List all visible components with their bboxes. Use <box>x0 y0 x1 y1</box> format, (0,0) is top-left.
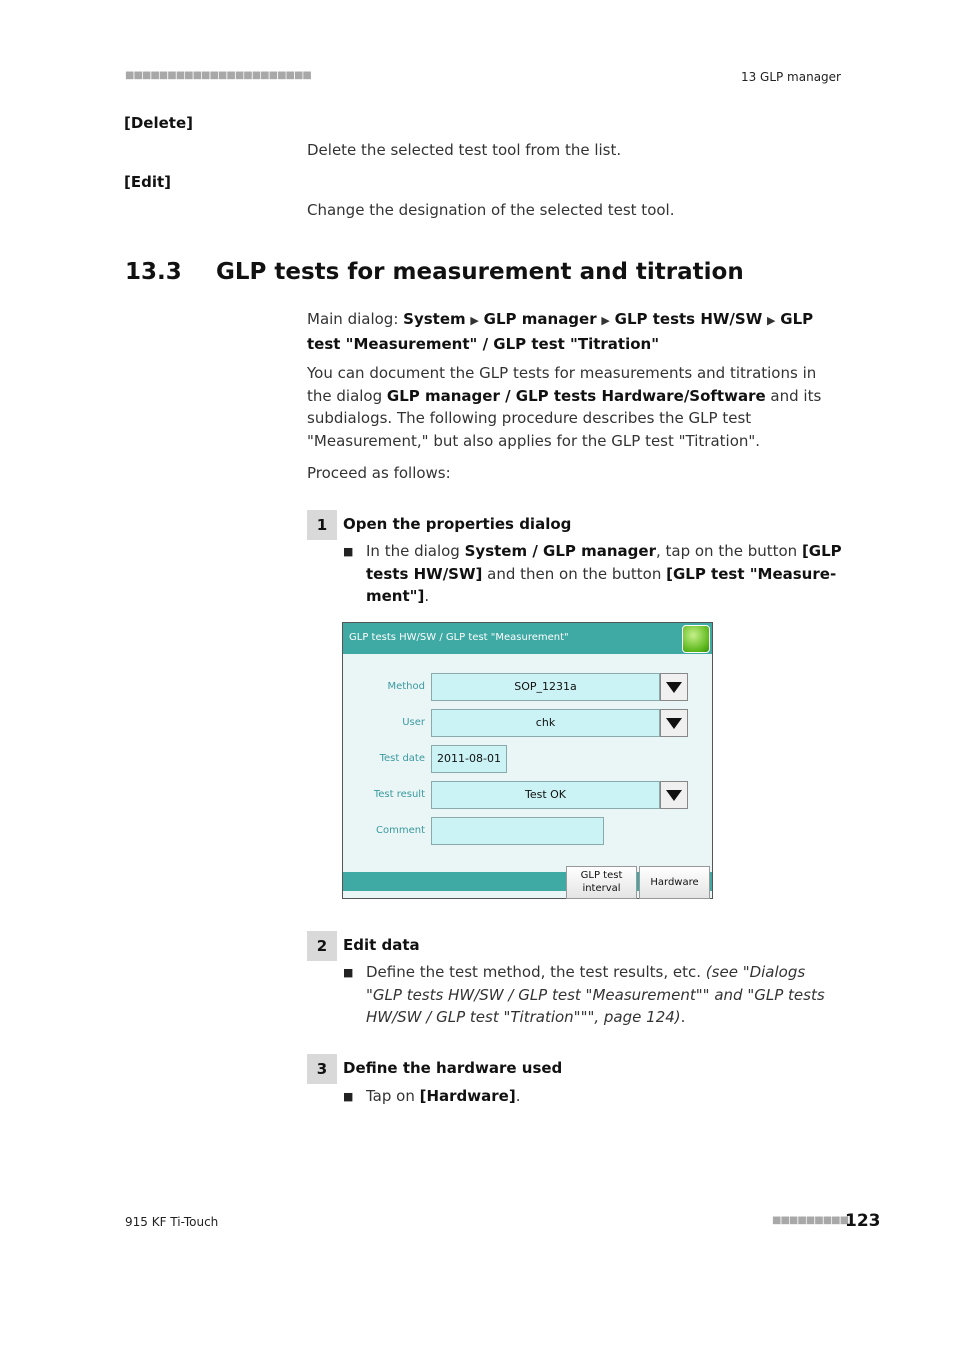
path-glp-tests: GLP tests HW/SW <box>614 310 763 328</box>
method-dropdown-icon[interactable] <box>660 673 688 701</box>
step-text-1 <box>366 540 842 608</box>
step-number-3: 3 <box>307 1054 337 1084</box>
step1-text-f: [GLP test "Measurement"] <box>366 564 837 605</box>
path-glp: GLP <box>780 310 814 328</box>
hardware-button[interactable]: Hardware <box>639 866 710 899</box>
proceed-paragraph: Proceed as follows: <box>307 464 451 482</box>
desc-edit: Change the designation of the selected test tool. <box>307 201 675 219</box>
step-title-1: Open the properties dialog <box>343 515 572 533</box>
main-dialog-path <box>307 308 842 355</box>
page-number: 123 <box>845 1211 881 1231</box>
intro-text-a: You can document the GLP tests for measurements and titrations in the dialog <box>307 364 817 405</box>
user-field[interactable]: chk <box>431 709 660 737</box>
step-text-3 <box>366 1085 842 1108</box>
intro-text-bold: GLP manager / GLP tests Hardware/Software <box>386 386 766 405</box>
step3-text-c: . <box>515 1087 521 1105</box>
path-system: System <box>403 310 466 328</box>
main-dialog-prefix: Main dialog: <box>307 310 404 328</box>
method-label: Method <box>387 681 425 692</box>
user-label: User <box>402 717 425 728</box>
step1-text-e: and then on the button <box>482 564 667 583</box>
step3-text-a: Tap on <box>366 1087 420 1105</box>
path-arrow-icon: ▶ <box>470 314 479 327</box>
step1-text-d: [GLP tests HW/SW] <box>366 542 842 583</box>
term-delete: [Delete] <box>124 114 193 132</box>
step-number-1: 1 <box>307 510 337 540</box>
user-dropdown-icon[interactable] <box>660 709 688 737</box>
method-field[interactable]: SOP_1231a <box>431 673 660 701</box>
step-title-2: Edit data <box>343 936 420 954</box>
interval-button-line1: GLP test <box>580 870 623 881</box>
intro-text-c: and its subdialogs. The following procedure describes the GLP test "Measurement," but also applies for the GLP test "Titration". <box>307 386 822 450</box>
path-glp-manager: GLP manager <box>483 310 597 328</box>
test-result-label: Test result <box>373 789 425 800</box>
desc-delete: Delete the selected test tool from the list. <box>307 141 622 159</box>
path-glp-test-cont: test "Measurement" / GLP test "Titration" <box>307 334 660 353</box>
step2-cross-reference-link[interactable]: (see "Dialogs "GLP tests HW/SW / GLP test "Measurement"" and "GLP tests HW/SW / GLP test "Titration""", page 124) <box>366 963 825 1026</box>
path-arrow-icon: ▶ <box>601 314 610 327</box>
term-edit: [Edit] <box>124 173 172 191</box>
step2-text-a: Define the test method, the test results, etc. <box>366 963 706 981</box>
step2-text-c: . <box>680 1008 686 1026</box>
intro-paragraph <box>307 362 842 452</box>
step-text-2 <box>366 961 842 1029</box>
interval-button-line2: interval <box>582 883 621 894</box>
bullet-icon: ■ <box>343 545 354 558</box>
section-heading <box>125 259 744 285</box>
comment-label: Comment <box>376 825 425 836</box>
section-number: 13.3 <box>125 259 182 285</box>
dialog-titlebar <box>343 623 712 654</box>
comment-field[interactable] <box>431 817 604 845</box>
step1-text-c: , tap on the button <box>655 542 802 560</box>
bullet-icon: ■ <box>343 1090 354 1103</box>
step-number-2: 2 <box>307 931 337 961</box>
test-result-dropdown-icon[interactable] <box>660 781 688 809</box>
step-title-3: Define the hardware used <box>343 1059 563 1077</box>
section-title: GLP tests for measurement and titration <box>216 259 744 285</box>
test-result-field[interactable]: Test OK <box>431 781 660 809</box>
path-arrow-icon: ▶ <box>767 314 776 327</box>
step1-text-a: In the dialog <box>366 542 465 560</box>
step3-text-b: [Hardware] <box>419 1087 516 1105</box>
test-date-label: Test date <box>379 753 425 764</box>
glp-test-interval-button[interactable] <box>566 866 637 899</box>
status-light-icon[interactable] <box>682 625 710 653</box>
running-header-chapter: 13 GLP manager <box>740 70 841 84</box>
step1-text-g: . <box>424 587 430 605</box>
dialog-title: GLP tests HW/SW / GLP test "Measurement" <box>349 632 569 643</box>
bullet-icon: ■ <box>343 966 354 979</box>
footer-decoration: ■■■■■■■■■ <box>772 1215 849 1226</box>
footer-product-name: 915 KF Ti-Touch <box>125 1215 219 1229</box>
glp-test-dialog-screenshot <box>342 622 713 899</box>
step1-text-b: System / GLP manager <box>464 542 656 560</box>
header-decoration: ■■■■■■■■■■■■■■■■■■■■■■ <box>125 70 311 81</box>
test-date-field[interactable]: 2011-08-01 <box>431 745 507 773</box>
